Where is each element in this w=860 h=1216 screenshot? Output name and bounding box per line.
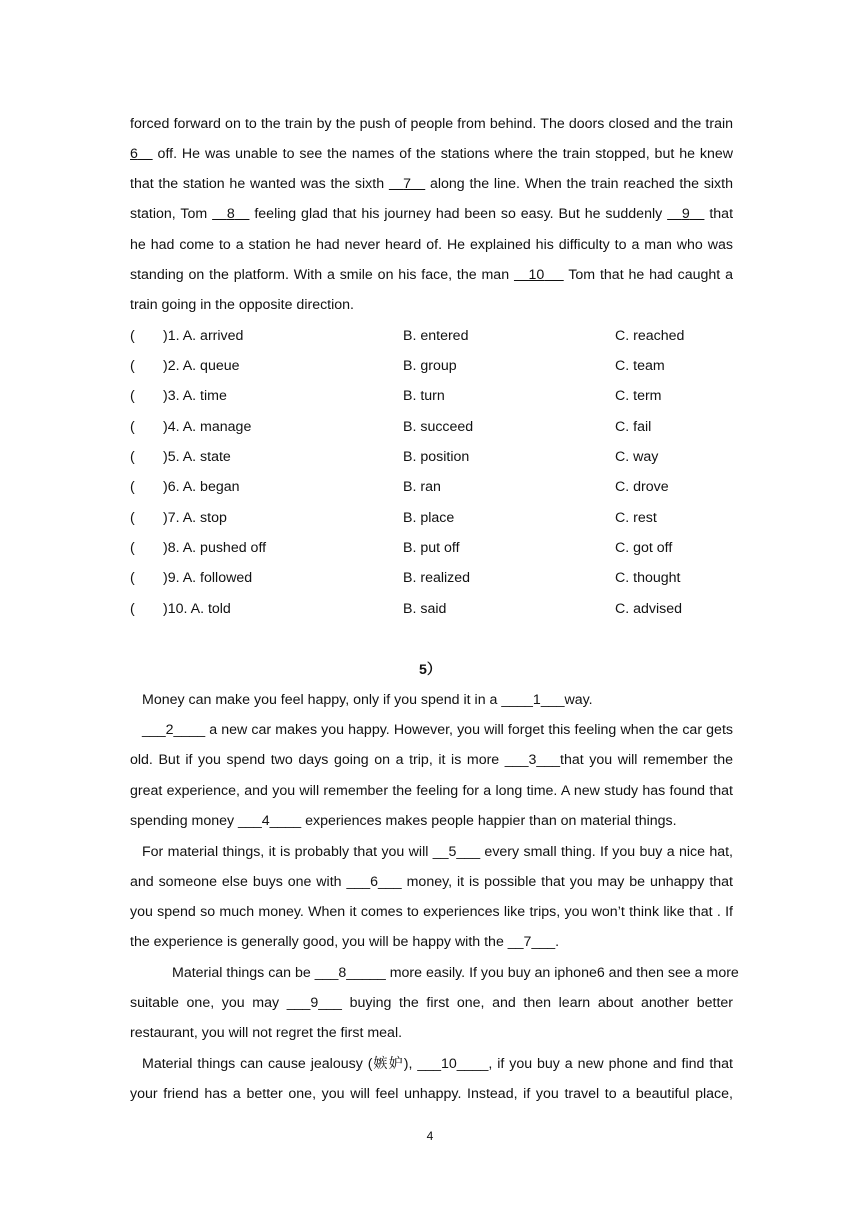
passage4-line-3: that the station he wanted was the sixth 7 along the line. When the train reached the sixth xyxy=(130,176,733,192)
blank-10: 10 xyxy=(528,267,545,283)
option-a: )4. A. manage xyxy=(163,419,252,435)
option-b: B. entered xyxy=(403,328,469,344)
blank-6: 6 xyxy=(130,146,138,162)
passage4-line-4: station, Tom 8 feeling glad that his journey had been so easy. But he suddenly 9 that xyxy=(130,206,734,222)
passage5-line: ___2____ a new car makes you happy. However, you will forget this feeling when the car gets xyxy=(142,722,733,738)
section-title: 5） xyxy=(418,662,442,678)
chinese-gloss: 嫉妒 xyxy=(372,1056,404,1072)
passage5-line: great experience, and you will remember the feeling for a long time. A new study has found that xyxy=(130,783,733,799)
passage4-line-7: train going in the opposite direction. xyxy=(130,297,354,313)
option-c: C. team xyxy=(615,358,665,374)
option-b: B. ran xyxy=(403,479,441,495)
option-c: C. way xyxy=(615,449,659,465)
passage4-line-5: he had come to a station he had never heard of. He explained his difficulty to a man who was xyxy=(130,237,733,253)
option-c: C. fail xyxy=(615,419,652,435)
option-a: )7. A. stop xyxy=(163,510,227,526)
answer-paren: ( xyxy=(130,328,135,344)
passage5-line: restaurant, you will not regret the first meal. xyxy=(130,1025,403,1041)
passage5-line: the experience is generally good, you will be happy with the __7___. xyxy=(130,934,560,950)
option-c: C. reached xyxy=(615,328,685,344)
blank-8: 8 xyxy=(226,206,235,222)
blank-9: 9 xyxy=(681,206,690,222)
option-b: B. place xyxy=(403,510,455,526)
option-a: )5. A. state xyxy=(163,449,231,465)
option-b: B. group xyxy=(403,358,457,374)
passage4-line-1: forced forward on to the train by the push of people from behind. The doors closed and the train xyxy=(130,116,733,132)
option-a: )2. A. queue xyxy=(163,358,240,374)
passage5-line: Money can make you feel happy, only if you spend it in a ____1___way. xyxy=(142,692,593,708)
passage4-line-6: standing on the platform. With a smile on his face, the man 10 Tom that he had caught a xyxy=(130,267,733,283)
option-b: B. succeed xyxy=(403,419,474,435)
option-a: )6. A. began xyxy=(163,479,240,495)
answer-paren: ( xyxy=(130,449,135,465)
option-a: )10. A. told xyxy=(163,601,231,617)
option-a: )9. A. followed xyxy=(163,570,253,586)
passage5-line: Material things can cause jealousy (嫉妒), ___10____, if you buy a new phone and find that xyxy=(142,1056,733,1072)
passage5-line: Material things can be ___8_____ more easily. If you buy an iphone6 and then see a more xyxy=(172,965,739,981)
option-b: B. said xyxy=(403,601,447,617)
option-c: C. term xyxy=(615,388,662,404)
passage5-line: For material things, it is probably that you will __5___ every small thing. If you buy a nice hat, xyxy=(142,844,733,860)
option-c: C. rest xyxy=(615,510,657,526)
passage5-line: your friend has a better one, you will feel unhappy. Instead, if you travel to a beautiful place, xyxy=(130,1086,733,1102)
option-c: C. thought xyxy=(615,570,681,586)
passage5-line: you spend so much money. When it comes to experiences like trips, you won’t think like that . If xyxy=(130,904,733,920)
answer-paren: ( xyxy=(130,570,135,586)
option-b: B. position xyxy=(403,449,470,465)
passage5-line: old. But if you spend two days going on a trip, it is more ___3___that you will remember the xyxy=(130,752,733,768)
option-b: B. realized xyxy=(403,570,471,586)
option-a: )1. A. arrived xyxy=(163,328,244,344)
answer-paren: ( xyxy=(130,388,135,404)
answer-paren: ( xyxy=(130,479,135,495)
passage5-line: spending money ___4____ experiences makes people happier than on material things. xyxy=(130,813,677,829)
answer-paren: ( xyxy=(130,510,135,526)
answer-paren: ( xyxy=(130,540,135,556)
option-b: B. turn xyxy=(403,388,445,404)
page-number: 4 xyxy=(426,1129,434,1143)
passage4-line-2: 6 off. He was unable to see the names of the stations where the train stopped, but he knew xyxy=(130,146,734,162)
option-b: B. put off xyxy=(403,540,460,556)
answer-paren: ( xyxy=(130,358,135,374)
answer-paren: ( xyxy=(130,601,135,617)
option-c: C. advised xyxy=(615,601,683,617)
option-c: C. got off xyxy=(615,540,673,556)
answer-paren: ( xyxy=(130,419,135,435)
option-a: )8. A. pushed off xyxy=(163,540,267,556)
option-a: )3. A. time xyxy=(163,388,227,404)
option-c: C. drove xyxy=(615,479,669,495)
blank-7: 7 xyxy=(403,176,411,192)
passage5-line: suitable one, you may ___9___ buying the first one, and then learn about another better xyxy=(130,995,733,1011)
passage5-line: and someone else buys one with ___6___ money, it is possible that you may be unhappy that xyxy=(130,874,733,890)
